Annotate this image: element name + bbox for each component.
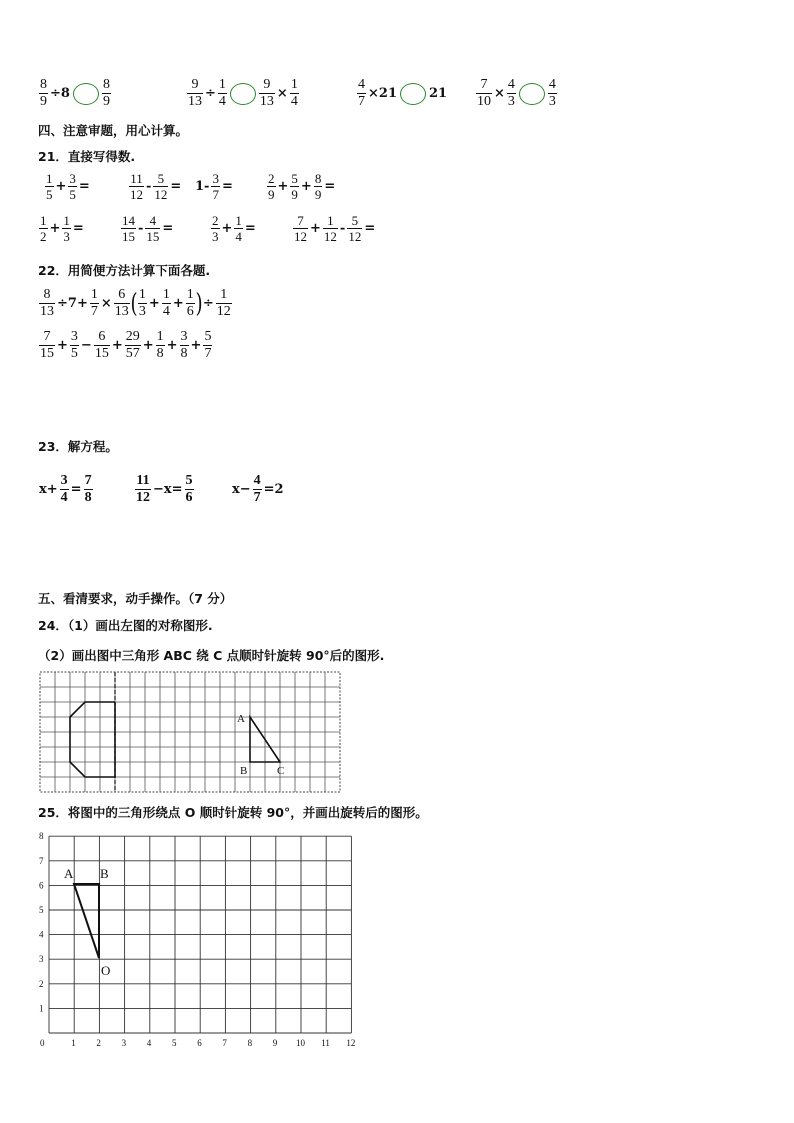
compare-circle[interactable] bbox=[230, 83, 256, 105]
y-tick-label: 8 bbox=[39, 831, 44, 842]
denominator: 7 bbox=[212, 187, 219, 202]
q21-row1 bbox=[44, 172, 444, 212]
x-tick-label: 3 bbox=[121, 1038, 127, 1048]
operator: + bbox=[111, 338, 123, 353]
label-a: A bbox=[237, 713, 245, 725]
operator: = bbox=[162, 221, 174, 236]
fraction bbox=[548, 78, 557, 109]
numerator: 1 bbox=[40, 213, 47, 228]
denominator: 7 bbox=[204, 346, 212, 361]
operator: - bbox=[146, 179, 152, 194]
x-tick-label: 11 bbox=[321, 1038, 330, 1048]
denominator: 12 bbox=[154, 187, 168, 202]
numerator: 11 bbox=[136, 473, 150, 488]
denominator: 3 bbox=[138, 304, 146, 319]
operator: + bbox=[172, 296, 184, 311]
operator: + bbox=[310, 221, 321, 236]
numerator: 1 bbox=[186, 287, 194, 302]
compare-item bbox=[186, 78, 300, 109]
denominator: 57 bbox=[125, 346, 140, 361]
q21-expr bbox=[128, 172, 182, 201]
denominator: 4 bbox=[162, 304, 170, 319]
denominator: 7 bbox=[90, 304, 98, 319]
compare-circle[interactable] bbox=[400, 83, 426, 105]
fraction bbox=[211, 172, 220, 201]
fraction bbox=[39, 330, 55, 361]
numerator: 9 bbox=[191, 77, 199, 92]
denominator: 2 bbox=[40, 229, 47, 244]
x-tick-label: 9 bbox=[272, 1038, 278, 1048]
denominator: 9 bbox=[268, 187, 275, 202]
q25-title: 25．将图中的三角形绕点 O 顺时针旋转 90°，并画出旋转后的图形。 bbox=[38, 805, 428, 820]
label-o: O bbox=[101, 963, 111, 978]
denominator: 5 bbox=[46, 187, 53, 202]
denominator: 4 bbox=[235, 229, 242, 244]
numerator: 5 bbox=[291, 171, 298, 186]
compare-item bbox=[38, 78, 112, 109]
y-tick-label: 6 bbox=[39, 880, 44, 891]
y-tick-label: 5 bbox=[39, 905, 44, 915]
q24-part2: （2）画出图中三角形 ABC 绕 C 点顺时针旋转 90°后的图形. bbox=[38, 648, 385, 663]
fraction bbox=[323, 214, 338, 243]
denominator: 12 bbox=[348, 229, 362, 244]
fraction bbox=[70, 330, 79, 361]
y-tick-label: 1 bbox=[39, 1003, 44, 1014]
operator: × bbox=[494, 86, 505, 101]
numerator: 3 bbox=[180, 329, 188, 344]
fraction bbox=[138, 288, 147, 319]
fraction bbox=[156, 330, 165, 361]
x-tick-label: 0 bbox=[40, 1038, 45, 1048]
denominator: 8 bbox=[84, 490, 92, 505]
numerator: 1 bbox=[327, 213, 334, 228]
numerator: 3 bbox=[212, 171, 219, 186]
fraction bbox=[39, 214, 48, 243]
x-tick-label: 4 bbox=[146, 1038, 152, 1048]
q23-equations bbox=[38, 474, 338, 514]
operator: x+ bbox=[39, 482, 58, 497]
numerator: 4 bbox=[253, 473, 261, 488]
q24-grid-figure bbox=[38, 670, 343, 795]
q22-expr1 bbox=[38, 288, 233, 319]
denominator: 4 bbox=[290, 94, 298, 109]
denominator: 4 bbox=[218, 94, 226, 109]
fraction bbox=[357, 78, 366, 109]
denominator: 4 bbox=[60, 490, 68, 505]
numerator: 1 bbox=[46, 171, 53, 186]
operator: = bbox=[221, 179, 233, 194]
operator: + bbox=[55, 179, 67, 194]
operator: ×21 bbox=[368, 86, 397, 101]
fraction bbox=[102, 78, 111, 109]
fraction bbox=[253, 474, 262, 505]
y-tick-label: 7 bbox=[39, 855, 44, 866]
fraction bbox=[39, 78, 48, 109]
denominator: 5 bbox=[70, 346, 78, 361]
numerator: 6 bbox=[98, 329, 106, 344]
fraction bbox=[211, 214, 220, 243]
numerator: 7 bbox=[297, 213, 304, 228]
numerator: 5 bbox=[204, 329, 212, 344]
denominator: 15 bbox=[94, 346, 109, 361]
operator: × bbox=[100, 296, 112, 311]
fraction bbox=[180, 330, 189, 361]
section4-title: 四、注意审题，用心计算。 bbox=[38, 123, 189, 138]
denominator: 12 bbox=[130, 187, 143, 202]
operator: ÷7+ bbox=[57, 296, 88, 311]
operator: = bbox=[244, 221, 256, 236]
numerator: 7 bbox=[480, 77, 488, 92]
denominator: 7 bbox=[358, 94, 365, 109]
q21-title: 21．直接写得数. bbox=[38, 149, 136, 164]
numerator: 1 bbox=[63, 213, 70, 228]
fraction bbox=[162, 288, 171, 319]
numerator: 5 bbox=[185, 473, 193, 488]
operator: - bbox=[339, 221, 346, 236]
y-tick-label: 2 bbox=[39, 978, 44, 989]
numerator: 11 bbox=[130, 171, 143, 186]
denominator: 6 bbox=[185, 490, 193, 505]
denominator: 13 bbox=[259, 94, 274, 109]
numerator: 4 bbox=[149, 213, 157, 228]
fraction bbox=[293, 214, 308, 243]
operator: = bbox=[324, 179, 336, 194]
fraction bbox=[187, 78, 203, 109]
fraction bbox=[290, 78, 299, 109]
section5-title: 五、看清要求，动手操作。（7 分） bbox=[38, 591, 233, 606]
fraction bbox=[216, 288, 232, 319]
operator: + bbox=[142, 338, 154, 353]
fraction bbox=[45, 172, 54, 201]
denominator: 9 bbox=[291, 187, 298, 202]
denominator: 15 bbox=[40, 346, 54, 361]
fraction bbox=[290, 172, 299, 201]
fraction bbox=[90, 288, 99, 319]
q21-expr bbox=[210, 214, 257, 243]
compare-item bbox=[356, 78, 448, 109]
label-c: C bbox=[277, 765, 285, 777]
x-tick-label: 7 bbox=[222, 1038, 227, 1048]
x-tick-label: 8 bbox=[247, 1038, 253, 1048]
numerator: 2 bbox=[268, 171, 275, 186]
denominator: 9 bbox=[314, 187, 322, 202]
operator: + bbox=[277, 179, 289, 194]
denominator: 8 bbox=[156, 346, 164, 361]
numerator: 29 bbox=[125, 329, 140, 344]
fraction bbox=[145, 214, 160, 243]
numerator: 8 bbox=[43, 287, 51, 302]
fraction bbox=[125, 330, 141, 361]
fraction bbox=[259, 78, 275, 109]
denominator: 3 bbox=[507, 94, 515, 109]
operator: = bbox=[72, 221, 84, 236]
q24-shape-half bbox=[70, 702, 115, 777]
numerator: 4 bbox=[548, 77, 556, 92]
denominator: 10 bbox=[477, 94, 491, 109]
operator: 1- bbox=[195, 179, 210, 194]
numerator: 1 bbox=[218, 77, 226, 92]
numerator: 1 bbox=[156, 329, 164, 344]
fraction bbox=[129, 172, 144, 201]
fraction bbox=[39, 288, 55, 319]
denominator: 13 bbox=[40, 304, 54, 319]
denominator: 15 bbox=[146, 229, 160, 244]
fraction bbox=[186, 288, 195, 319]
operator: + bbox=[190, 338, 202, 353]
q24-part1: 24．（1）画出左图的对称图形. bbox=[38, 618, 213, 633]
numerator: 8 bbox=[314, 171, 322, 186]
y-tick-label: 3 bbox=[39, 954, 44, 965]
fraction bbox=[314, 172, 323, 201]
denominator: 3 bbox=[212, 229, 219, 244]
fraction bbox=[84, 474, 93, 505]
q23-equation bbox=[134, 474, 195, 505]
numerator: 1 bbox=[235, 213, 242, 228]
operator: − bbox=[80, 338, 92, 353]
q21-row2 bbox=[38, 214, 438, 254]
fraction bbox=[218, 78, 227, 109]
compare-item bbox=[475, 78, 558, 109]
operator: −x= bbox=[153, 482, 183, 497]
label-b: B bbox=[240, 765, 248, 777]
operator: ÷ bbox=[202, 296, 214, 311]
fraction bbox=[153, 172, 168, 201]
operator: ÷ bbox=[205, 86, 216, 101]
label-a: A bbox=[64, 866, 74, 881]
numerator: 14 bbox=[122, 213, 135, 228]
operator: = bbox=[70, 482, 82, 497]
fraction bbox=[267, 172, 276, 201]
fraction bbox=[185, 474, 194, 505]
operator: 21 bbox=[428, 86, 448, 101]
q22-expr2 bbox=[38, 330, 213, 361]
denominator: 3 bbox=[63, 229, 70, 244]
numerator: 5 bbox=[157, 171, 165, 186]
q21-expr bbox=[44, 172, 91, 201]
numerator: 3 bbox=[69, 171, 76, 186]
denominator: 12 bbox=[136, 490, 150, 505]
denominator: 9 bbox=[102, 94, 110, 109]
parenthesis: ( bbox=[130, 288, 138, 319]
operator: ÷8 bbox=[50, 86, 70, 101]
fraction bbox=[121, 214, 136, 243]
q21-expr bbox=[292, 214, 376, 243]
q21-expr bbox=[38, 214, 85, 243]
numerator: 5 bbox=[351, 213, 359, 228]
numerator: 1 bbox=[220, 287, 228, 302]
operator: + bbox=[57, 338, 68, 353]
numerator: 6 bbox=[118, 287, 126, 302]
operator: + bbox=[221, 221, 233, 236]
numerator: 3 bbox=[70, 329, 78, 344]
operator: = bbox=[170, 179, 182, 194]
x-tick-label: 2 bbox=[96, 1038, 101, 1048]
fraction bbox=[62, 214, 71, 243]
fraction bbox=[68, 172, 77, 201]
x-tick-label: 5 bbox=[172, 1038, 177, 1048]
operator: + bbox=[148, 296, 160, 311]
denominator: 8 bbox=[180, 346, 188, 361]
x-tick-label: 6 bbox=[197, 1038, 202, 1048]
y-tick-label: 4 bbox=[39, 929, 44, 940]
compare-circle[interactable] bbox=[73, 83, 99, 105]
fraction bbox=[234, 214, 243, 243]
label-b: B bbox=[100, 866, 109, 881]
denominator: 15 bbox=[122, 229, 135, 244]
operator: = bbox=[78, 179, 90, 194]
q25-grid-figure bbox=[30, 828, 365, 1050]
numerator: 2 bbox=[212, 213, 219, 228]
operator: =2 bbox=[263, 482, 284, 497]
x-tick-label: 1 bbox=[71, 1038, 76, 1048]
denominator: 6 bbox=[186, 304, 194, 319]
fraction bbox=[507, 78, 516, 109]
numerator: 8 bbox=[102, 77, 110, 92]
x-tick-label: 12 bbox=[346, 1038, 356, 1048]
numerator: 7 bbox=[43, 329, 51, 344]
denominator: 9 bbox=[40, 94, 47, 109]
q21-expr bbox=[266, 172, 336, 201]
q21-expr bbox=[120, 214, 174, 243]
q23-title: 23．解方程。 bbox=[38, 439, 118, 454]
denominator: 12 bbox=[216, 304, 231, 319]
operator: + bbox=[300, 179, 312, 194]
operator: x− bbox=[232, 482, 251, 497]
numerator: 3 bbox=[60, 473, 68, 488]
operator: - bbox=[138, 221, 144, 236]
q22-title: 22．用简便方法计算下面各题. bbox=[38, 263, 211, 278]
fraction bbox=[203, 330, 212, 361]
operator: × bbox=[276, 86, 288, 101]
numerator: 1 bbox=[138, 287, 146, 302]
fraction bbox=[476, 78, 492, 109]
fraction bbox=[135, 474, 151, 505]
numerator: 1 bbox=[290, 77, 298, 92]
triangle-abo bbox=[74, 884, 99, 958]
numerator: 9 bbox=[263, 77, 271, 92]
numerator: 1 bbox=[162, 287, 170, 302]
compare-circle[interactable] bbox=[519, 83, 545, 105]
numerator: 4 bbox=[358, 77, 365, 92]
operator: + bbox=[166, 338, 178, 353]
numerator: 7 bbox=[84, 473, 92, 488]
fraction bbox=[60, 474, 69, 505]
numerator: 1 bbox=[90, 287, 98, 302]
denominator: 5 bbox=[69, 187, 76, 202]
fraction bbox=[114, 288, 130, 319]
fraction bbox=[347, 214, 362, 243]
numerator: 8 bbox=[40, 77, 47, 92]
q21-expr bbox=[194, 172, 234, 201]
denominator: 3 bbox=[548, 94, 556, 109]
q23-equation bbox=[231, 474, 285, 505]
denominator: 12 bbox=[323, 229, 337, 244]
fraction bbox=[94, 330, 110, 361]
denominator: 13 bbox=[188, 94, 202, 109]
denominator: 12 bbox=[294, 229, 307, 244]
denominator: 7 bbox=[253, 490, 261, 505]
operator: + bbox=[49, 221, 61, 236]
parenthesis: ) bbox=[195, 288, 203, 319]
x-tick-label: 10 bbox=[296, 1038, 305, 1048]
denominator: 13 bbox=[114, 304, 129, 319]
operator: = bbox=[364, 221, 376, 236]
q23-equation bbox=[38, 474, 94, 505]
numerator: 4 bbox=[507, 77, 515, 92]
